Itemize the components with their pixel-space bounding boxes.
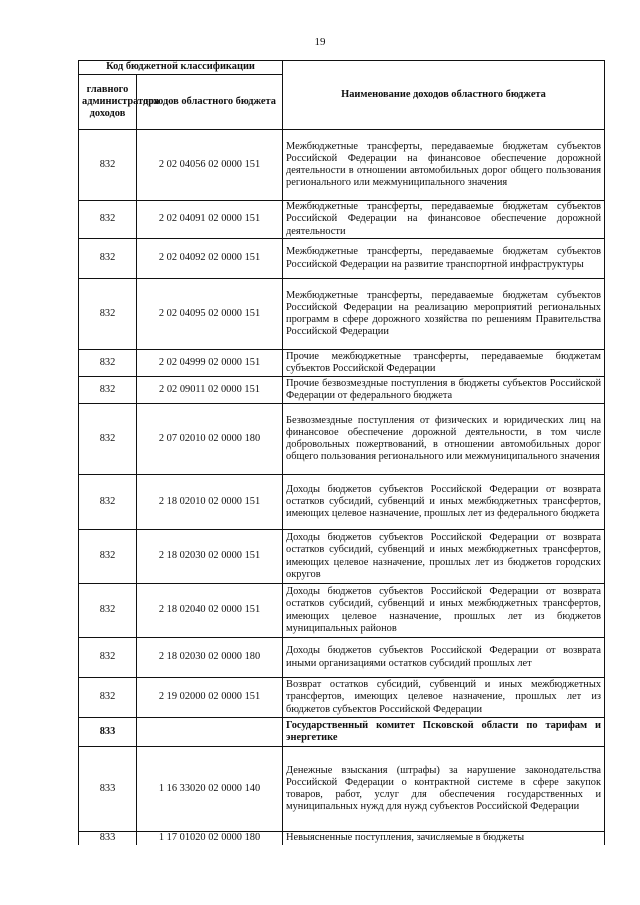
admin-code: 832 [79, 350, 137, 377]
table-row [79, 475, 605, 530]
revenue-code: 2 18 02030 02 0000 151 [137, 530, 283, 584]
header-revenue: доходов областного бюджета [137, 75, 283, 130]
revenue-name: Межбюджетные трансферты, передаваемые бюджетам субъектов Российской Федерации на реализацию мероприятий региональных программ в сфере дорожного хозяйства по решениям Правительства Российской Федерации [283, 279, 605, 350]
revenue-name: Денежные взыскания (штрафы) за нарушение законодательства Российской Федерации о контрактной системе в сфере закупок товаров, работ, услуг для обеспечения государственных и муниципальных нужд для нужд субъектов Российской Федерации [283, 747, 605, 832]
admin-code: 832 [79, 201, 137, 239]
revenue-name: Доходы бюджетов субъектов Российской Федерации от возврата остатков субсидий, субвенций и иных межбюджетных трансфертов, имеющих целевое назначение, прошлых лет из бюджетов городских округов [283, 530, 605, 584]
admin-code: 833 [79, 747, 137, 832]
table-row [79, 239, 605, 279]
section-title: Государственный комитет Псковской области по тарифам и энергетике [283, 718, 605, 747]
table-row [79, 832, 605, 845]
revenue-code: 2 02 04092 02 0000 151 [137, 239, 283, 279]
revenue-code: 2 02 04999 02 0000 151 [137, 350, 283, 377]
admin-code: 832 [79, 404, 137, 475]
revenue-name: Прочие безвозмездные поступления в бюджеты субъектов Российской Федерации от федерального бюджета [283, 377, 605, 404]
revenue-code: 2 18 02030 02 0000 180 [137, 638, 283, 678]
header-admin: главного администратора доходов [79, 75, 137, 130]
admin-code: 832 [79, 130, 137, 201]
revenue-name: Доходы бюджетов субъектов Российской Федерации от возврата остатков субсидий, субвенций и иных межбюджетных трансфертов, имеющих целевое назначение, прошлых лет из бюджетов муниципальных районов [283, 584, 605, 638]
admin-code: 833 [79, 718, 137, 747]
budget-classification-table [78, 60, 605, 845]
revenue-code: 2 18 02010 02 0000 151 [137, 475, 283, 530]
revenue-code: 2 02 04056 02 0000 151 [137, 130, 283, 201]
table-row [79, 678, 605, 718]
revenue-code [137, 718, 283, 747]
revenue-code: 2 19 02000 02 0000 151 [137, 678, 283, 718]
admin-code: 832 [79, 638, 137, 678]
revenue-name: Межбюджетные трансферты, передаваемые бюджетам субъектов Российской Федерации на развитие транспортной инфраструктуры [283, 239, 605, 279]
table-row-section [79, 718, 605, 747]
table-row [79, 530, 605, 584]
revenue-name: Межбюджетные трансферты, передаваемые бюджетам субъектов Российской Федерации на финансовое обеспечение дорожной деятельности в отношении автомобильных дорог общего пользования регионального или межмуниципального значения [283, 130, 605, 201]
table-row [79, 747, 605, 832]
page-number: 19 [314, 36, 326, 48]
table-row [79, 130, 605, 201]
table-row [79, 377, 605, 404]
revenue-name: Прочие межбюджетные трансферты, передаваемые бюджетам субъектов Российской Федерации [283, 350, 605, 377]
header-budget-code-group: Код бюджетной классификации [79, 61, 283, 75]
revenue-name: Межбюджетные трансферты, передаваемые бюджетам субъектов Российской Федерации на финансовое обеспечение дорожной деятельности [283, 201, 605, 239]
revenue-code: 2 18 02040 02 0000 151 [137, 584, 283, 638]
admin-code: 832 [79, 377, 137, 404]
table-row [79, 638, 605, 678]
table-row [79, 201, 605, 239]
admin-code: 832 [79, 239, 137, 279]
admin-code: 832 [79, 530, 137, 584]
admin-code: 833 [79, 832, 137, 845]
revenue-code: 1 17 01020 02 0000 180 [137, 832, 283, 845]
table-row [79, 279, 605, 350]
admin-code: 832 [79, 678, 137, 718]
revenue-name: Возврат остатков субсидий, субвенций и иных межбюджетных трансфертов, имеющих целевое назначение, прошлых лет из бюджетов субъектов Российской Федерации [283, 678, 605, 718]
admin-code: 832 [79, 584, 137, 638]
admin-code: 832 [79, 475, 137, 530]
table-row [79, 404, 605, 475]
revenue-code: 1 16 33020 02 0000 140 [137, 747, 283, 832]
revenue-code: 2 02 04095 02 0000 151 [137, 279, 283, 350]
revenue-code: 2 07 02010 02 0000 180 [137, 404, 283, 475]
revenue-code: 2 02 04091 02 0000 151 [137, 201, 283, 239]
revenue-code: 2 02 09011 02 0000 151 [137, 377, 283, 404]
revenue-name: Безвозмездные поступления от физических и юридических лиц на финансовое обеспечение дорожной деятельности, в том числе добровольных пожертвований, в отношении автомобильных дорог общего пользования регионального или межмуниципального значения [283, 404, 605, 475]
table-row [79, 584, 605, 638]
header-name: Наименование доходов областного бюджета [283, 61, 605, 130]
revenue-name: Доходы бюджетов субъектов Российской Федерации от возврата остатков субсидий, субвенций и иных межбюджетных трансфертов, имеющих целевое назначение, прошлых лет из федерального бюджета [283, 475, 605, 530]
revenue-name: Невыясненные поступления, зачисляемые в бюджеты [283, 832, 605, 845]
revenue-name: Доходы бюджетов субъектов Российской Федерации от возврата иными организациями остатков субсидий прошлых лет [283, 638, 605, 678]
admin-code: 832 [79, 279, 137, 350]
table-row [79, 350, 605, 377]
